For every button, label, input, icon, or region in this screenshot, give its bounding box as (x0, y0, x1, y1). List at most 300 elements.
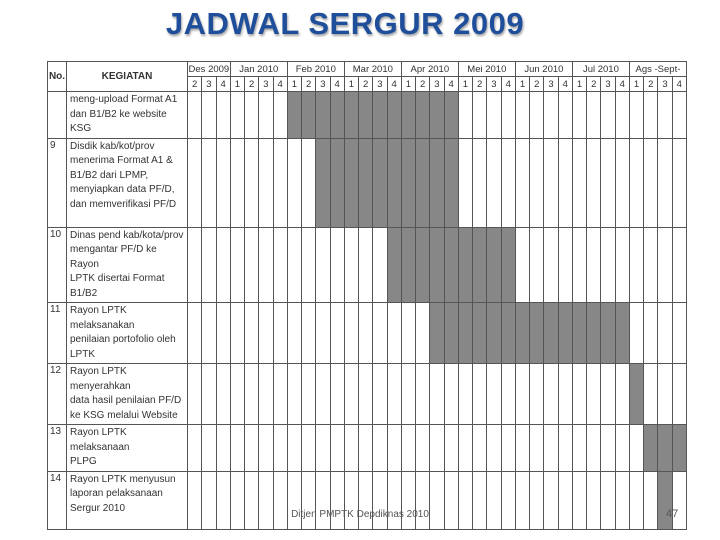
week-cell (401, 425, 415, 472)
week-cell (273, 425, 287, 472)
table-row (48, 227, 687, 303)
week-cell (230, 227, 244, 303)
week-cell (259, 303, 273, 364)
table-row (48, 471, 687, 529)
week-header: 1 (572, 77, 586, 92)
week-cell-scheduled (601, 303, 615, 364)
week-cell (644, 92, 658, 139)
week-cell (629, 92, 643, 139)
week-cell (658, 227, 672, 303)
week-header: 4 (387, 77, 401, 92)
week-cell (245, 425, 259, 472)
week-cell (330, 227, 344, 303)
week-cell (458, 364, 472, 425)
week-cell (302, 303, 316, 364)
week-cell (330, 364, 344, 425)
month-header: Ags -Sept- (629, 62, 686, 77)
activity-line: ke KSG melalui Website (70, 409, 178, 421)
week-cell (430, 425, 444, 472)
week-cell (359, 364, 373, 425)
week-cell (473, 92, 487, 139)
row-number (48, 92, 67, 139)
week-cell (330, 425, 344, 472)
activity-line: dan memverifikasi PF/D (70, 198, 177, 210)
week-cell-scheduled (458, 227, 472, 303)
month-header: Apr 2010 (401, 62, 458, 77)
week-cell (615, 227, 629, 303)
month-header: Jul 2010 (572, 62, 629, 77)
week-cell-scheduled (316, 138, 330, 227)
week-cell (316, 425, 330, 472)
week-cell (359, 303, 373, 364)
week-cell (287, 138, 301, 227)
week-cell (629, 471, 643, 529)
week-cell (330, 471, 344, 529)
week-cell-scheduled (558, 303, 572, 364)
week-cell (416, 471, 430, 529)
week-cell (430, 364, 444, 425)
week-cell (373, 425, 387, 472)
week-header: 4 (501, 77, 515, 92)
week-cell-scheduled (430, 92, 444, 139)
week-cell (245, 227, 259, 303)
week-cell (401, 471, 415, 529)
week-cell (287, 425, 301, 472)
week-cell (615, 364, 629, 425)
week-cell (558, 227, 572, 303)
week-cell (629, 227, 643, 303)
week-cell (202, 227, 216, 303)
week-cell-scheduled (444, 227, 458, 303)
week-cell (572, 138, 586, 227)
week-cell (344, 471, 358, 529)
month-header-row (48, 62, 687, 77)
week-cell-scheduled (544, 303, 558, 364)
week-cell-scheduled (330, 92, 344, 139)
week-cell (359, 425, 373, 472)
week-cell (259, 425, 273, 472)
week-cell (387, 425, 401, 472)
week-cell (530, 364, 544, 425)
week-cell (629, 425, 643, 472)
footer-text: Ditjen PMPTK Depdiknas 2010 (291, 509, 429, 520)
week-cell (644, 303, 658, 364)
week-cell (344, 364, 358, 425)
week-header: 1 (230, 77, 244, 92)
week-cell (515, 471, 529, 529)
row-number: 14 (48, 471, 67, 529)
week-cell (587, 364, 601, 425)
week-cell-scheduled (444, 138, 458, 227)
week-cell (188, 227, 202, 303)
week-header: 4 (330, 77, 344, 92)
week-header: 4 (444, 77, 458, 92)
week-cell-scheduled (473, 227, 487, 303)
week-cell-scheduled (330, 138, 344, 227)
week-cell (245, 138, 259, 227)
week-cell (615, 471, 629, 529)
week-cell (672, 138, 686, 227)
week-cell (501, 471, 515, 529)
week-cell (387, 364, 401, 425)
week-cell (572, 227, 586, 303)
row-number: 13 (48, 425, 67, 472)
week-cell (558, 471, 572, 529)
table-row (48, 303, 687, 364)
week-cell (401, 364, 415, 425)
week-cell-scheduled (444, 303, 458, 364)
week-cell-scheduled (501, 227, 515, 303)
week-cell (644, 227, 658, 303)
week-cell (373, 303, 387, 364)
week-cell (287, 471, 301, 529)
week-cell (558, 92, 572, 139)
week-cell (658, 138, 672, 227)
week-cell-scheduled (501, 303, 515, 364)
header-no: No. (48, 62, 67, 92)
activity-cell (67, 138, 188, 227)
activity-line: Sergur 2010 (70, 502, 126, 514)
week-cell-scheduled (430, 227, 444, 303)
week-cell-scheduled (401, 227, 415, 303)
week-cell (544, 471, 558, 529)
week-cell-scheduled (387, 227, 401, 303)
activity-line: Rayon LPTK melaksanaan (70, 427, 130, 453)
week-cell-scheduled (644, 425, 658, 472)
week-cell-scheduled (572, 303, 586, 364)
week-cell-scheduled (444, 92, 458, 139)
week-cell (473, 138, 487, 227)
week-cell (601, 92, 615, 139)
week-cell (302, 425, 316, 472)
week-header: 4 (672, 77, 686, 92)
week-cell (202, 303, 216, 364)
week-cell (587, 138, 601, 227)
week-cell (188, 92, 202, 139)
week-cell (629, 303, 643, 364)
week-cell (259, 138, 273, 227)
week-cell (587, 425, 601, 472)
week-cell (416, 303, 430, 364)
week-cell (216, 425, 230, 472)
week-header: 1 (344, 77, 358, 92)
week-cell (644, 471, 658, 529)
week-cell (672, 303, 686, 364)
activity-line: laporan pelaksanaan (70, 488, 163, 499)
week-cell (601, 471, 615, 529)
week-cell (287, 303, 301, 364)
week-cell-scheduled (658, 471, 672, 529)
week-cell-scheduled (373, 92, 387, 139)
activity-line: menerima Format A1 & (70, 155, 173, 166)
week-cell (487, 364, 501, 425)
week-cell (373, 364, 387, 425)
week-cell (401, 303, 415, 364)
week-cell-scheduled (487, 227, 501, 303)
week-cell (416, 425, 430, 472)
week-cell (373, 227, 387, 303)
week-cell (530, 425, 544, 472)
week-cell (473, 471, 487, 529)
week-cell (587, 471, 601, 529)
week-header: 3 (259, 77, 273, 92)
week-cell (273, 92, 287, 139)
week-cell (188, 471, 202, 529)
week-cell (330, 303, 344, 364)
week-cell-scheduled (615, 303, 629, 364)
week-cell (458, 92, 472, 139)
week-header: 2 (473, 77, 487, 92)
week-cell (487, 425, 501, 472)
week-cell (473, 364, 487, 425)
week-header: 1 (458, 77, 472, 92)
week-header: 2 (359, 77, 373, 92)
week-cell (672, 364, 686, 425)
week-header: 1 (287, 77, 301, 92)
week-cell (202, 425, 216, 472)
week-cell-scheduled (316, 92, 330, 139)
week-cell (273, 471, 287, 529)
week-cell (544, 425, 558, 472)
week-cell (558, 138, 572, 227)
week-cell-scheduled (373, 138, 387, 227)
week-cell (615, 92, 629, 139)
week-cell-scheduled (359, 92, 373, 139)
week-header: 2 (302, 77, 316, 92)
week-cell (387, 471, 401, 529)
week-cell-scheduled (344, 92, 358, 139)
activity-line: Disdik kab/kot/prov (70, 140, 155, 152)
week-cell (615, 138, 629, 227)
week-cell (558, 425, 572, 472)
week-cell (216, 303, 230, 364)
month-header: Jan 2010 (230, 62, 287, 77)
week-cell (587, 227, 601, 303)
activity-line: menyiapkan data PF/D, (70, 184, 175, 195)
week-header: 1 (515, 77, 529, 92)
week-cell (344, 425, 358, 472)
table-row (48, 138, 687, 227)
week-cell (316, 227, 330, 303)
week-cell (572, 425, 586, 472)
week-cell (444, 471, 458, 529)
week-cell (245, 471, 259, 529)
table-row (48, 364, 687, 425)
activity-cell (67, 303, 188, 364)
week-cell (501, 138, 515, 227)
week-cell-scheduled (658, 425, 672, 472)
week-cell-scheduled (515, 303, 529, 364)
week-header: 4 (216, 77, 230, 92)
week-cell-scheduled (401, 138, 415, 227)
week-cell (658, 364, 672, 425)
week-cell (230, 138, 244, 227)
week-cell (188, 138, 202, 227)
week-cell (230, 92, 244, 139)
week-cell (515, 92, 529, 139)
week-header: 3 (601, 77, 615, 92)
activity-line: Rayon LPTK menyerahkan (70, 366, 131, 392)
week-cell (601, 364, 615, 425)
week-header: 3 (373, 77, 387, 92)
row-number: 12 (48, 364, 67, 425)
week-cell-scheduled (530, 303, 544, 364)
week-cell-scheduled (458, 303, 472, 364)
week-header: 2 (188, 77, 202, 92)
week-cell (458, 138, 472, 227)
week-cell-scheduled (473, 303, 487, 364)
week-cell-scheduled (629, 364, 643, 425)
week-cell (515, 364, 529, 425)
row-number: 9 (48, 138, 67, 227)
week-cell (302, 471, 316, 529)
week-cell (230, 364, 244, 425)
week-cell (216, 92, 230, 139)
week-cell (188, 364, 202, 425)
activity-line: B1/B2 dari LPMP, (70, 169, 149, 181)
week-cell (530, 471, 544, 529)
week-cell (202, 471, 216, 529)
week-cell-scheduled (401, 92, 415, 139)
week-cell-scheduled (387, 92, 401, 139)
month-header: Mei 2010 (458, 62, 515, 77)
week-cell (658, 92, 672, 139)
week-cell (530, 92, 544, 139)
week-cell (601, 227, 615, 303)
week-cell (344, 303, 358, 364)
week-cell (501, 364, 515, 425)
row-number: 11 (48, 303, 67, 364)
week-cell (273, 364, 287, 425)
week-cell (302, 227, 316, 303)
week-cell-scheduled (430, 138, 444, 227)
week-cell (273, 227, 287, 303)
week-cell (530, 227, 544, 303)
week-cell-scheduled (387, 138, 401, 227)
week-cell (245, 303, 259, 364)
week-cell (501, 92, 515, 139)
week-cell-scheduled (416, 92, 430, 139)
week-cell (302, 138, 316, 227)
row-number: 10 (48, 227, 67, 303)
week-header: 2 (644, 77, 658, 92)
schedule-table (47, 61, 687, 530)
month-header: Des 2009 (188, 63, 230, 75)
week-cell (601, 425, 615, 472)
activity-line: PLPG (70, 456, 97, 467)
week-cell-scheduled (587, 303, 601, 364)
week-cell (515, 227, 529, 303)
week-cell (672, 471, 686, 529)
activity-line: data hasil penilaian PF/D (70, 395, 182, 406)
activity-line: mengantar PF/D ke Rayon (70, 244, 157, 270)
week-cell (373, 471, 387, 529)
activity-cell (67, 425, 188, 472)
week-cell (615, 425, 629, 472)
week-cell (658, 303, 672, 364)
week-cell (202, 364, 216, 425)
week-cell (359, 227, 373, 303)
week-cell (216, 227, 230, 303)
week-cell (444, 364, 458, 425)
week-header: 3 (430, 77, 444, 92)
week-header: 4 (273, 77, 287, 92)
week-cell (216, 364, 230, 425)
week-cell (601, 138, 615, 227)
activity-cell (67, 471, 188, 529)
week-cell (644, 138, 658, 227)
week-cell (558, 364, 572, 425)
week-cell (216, 471, 230, 529)
week-cell-scheduled (416, 227, 430, 303)
week-cell (572, 364, 586, 425)
activity-cell (67, 92, 188, 139)
activity-line: Rayon LPTK menyusun (70, 473, 176, 485)
week-header: 4 (558, 77, 572, 92)
week-cell (587, 92, 601, 139)
week-cell (644, 364, 658, 425)
week-header: 2 (587, 77, 601, 92)
week-cell-scheduled (416, 138, 430, 227)
week-cell-scheduled (344, 138, 358, 227)
week-cell (430, 471, 444, 529)
activity-cell (67, 364, 188, 425)
week-cell (259, 92, 273, 139)
week-cell-scheduled (302, 92, 316, 139)
week-cell (259, 364, 273, 425)
week-cell-scheduled (430, 303, 444, 364)
week-cell (273, 138, 287, 227)
week-cell-scheduled (287, 92, 301, 139)
week-cell (487, 92, 501, 139)
activity-line: penilaian portofolio oleh (70, 334, 176, 345)
month-header: Jun 2010 (515, 62, 572, 77)
week-cell (188, 303, 202, 364)
week-cell (487, 138, 501, 227)
week-cell (487, 471, 501, 529)
week-cell (230, 303, 244, 364)
week-cell (245, 364, 259, 425)
week-header: 3 (658, 77, 672, 92)
week-cell (216, 138, 230, 227)
page-number: 47 (666, 508, 679, 520)
week-cell (245, 92, 259, 139)
week-header: 1 (401, 77, 415, 92)
week-cell (473, 425, 487, 472)
week-cell (672, 92, 686, 139)
month-header: Mar 2010 (344, 62, 401, 77)
activity-line: LPTK disertai Format (70, 273, 165, 284)
week-cell (501, 425, 515, 472)
week-cell (359, 471, 373, 529)
week-cell (672, 227, 686, 303)
table-row (48, 92, 687, 139)
activity-line: Rayon LPTK melaksanakan (70, 305, 135, 331)
activity-cell (67, 227, 188, 303)
activity-line: dan B1/B2 ke website KSG (70, 108, 167, 134)
week-header: 3 (487, 77, 501, 92)
week-header: 4 (615, 77, 629, 92)
activity-line: meng-upload Format A1 (70, 94, 178, 105)
week-cell (302, 364, 316, 425)
week-cell (572, 471, 586, 529)
week-header: 2 (530, 77, 544, 92)
table-row (48, 425, 687, 472)
week-cell (387, 303, 401, 364)
week-cell (316, 303, 330, 364)
week-cell (544, 364, 558, 425)
week-cell (458, 471, 472, 529)
